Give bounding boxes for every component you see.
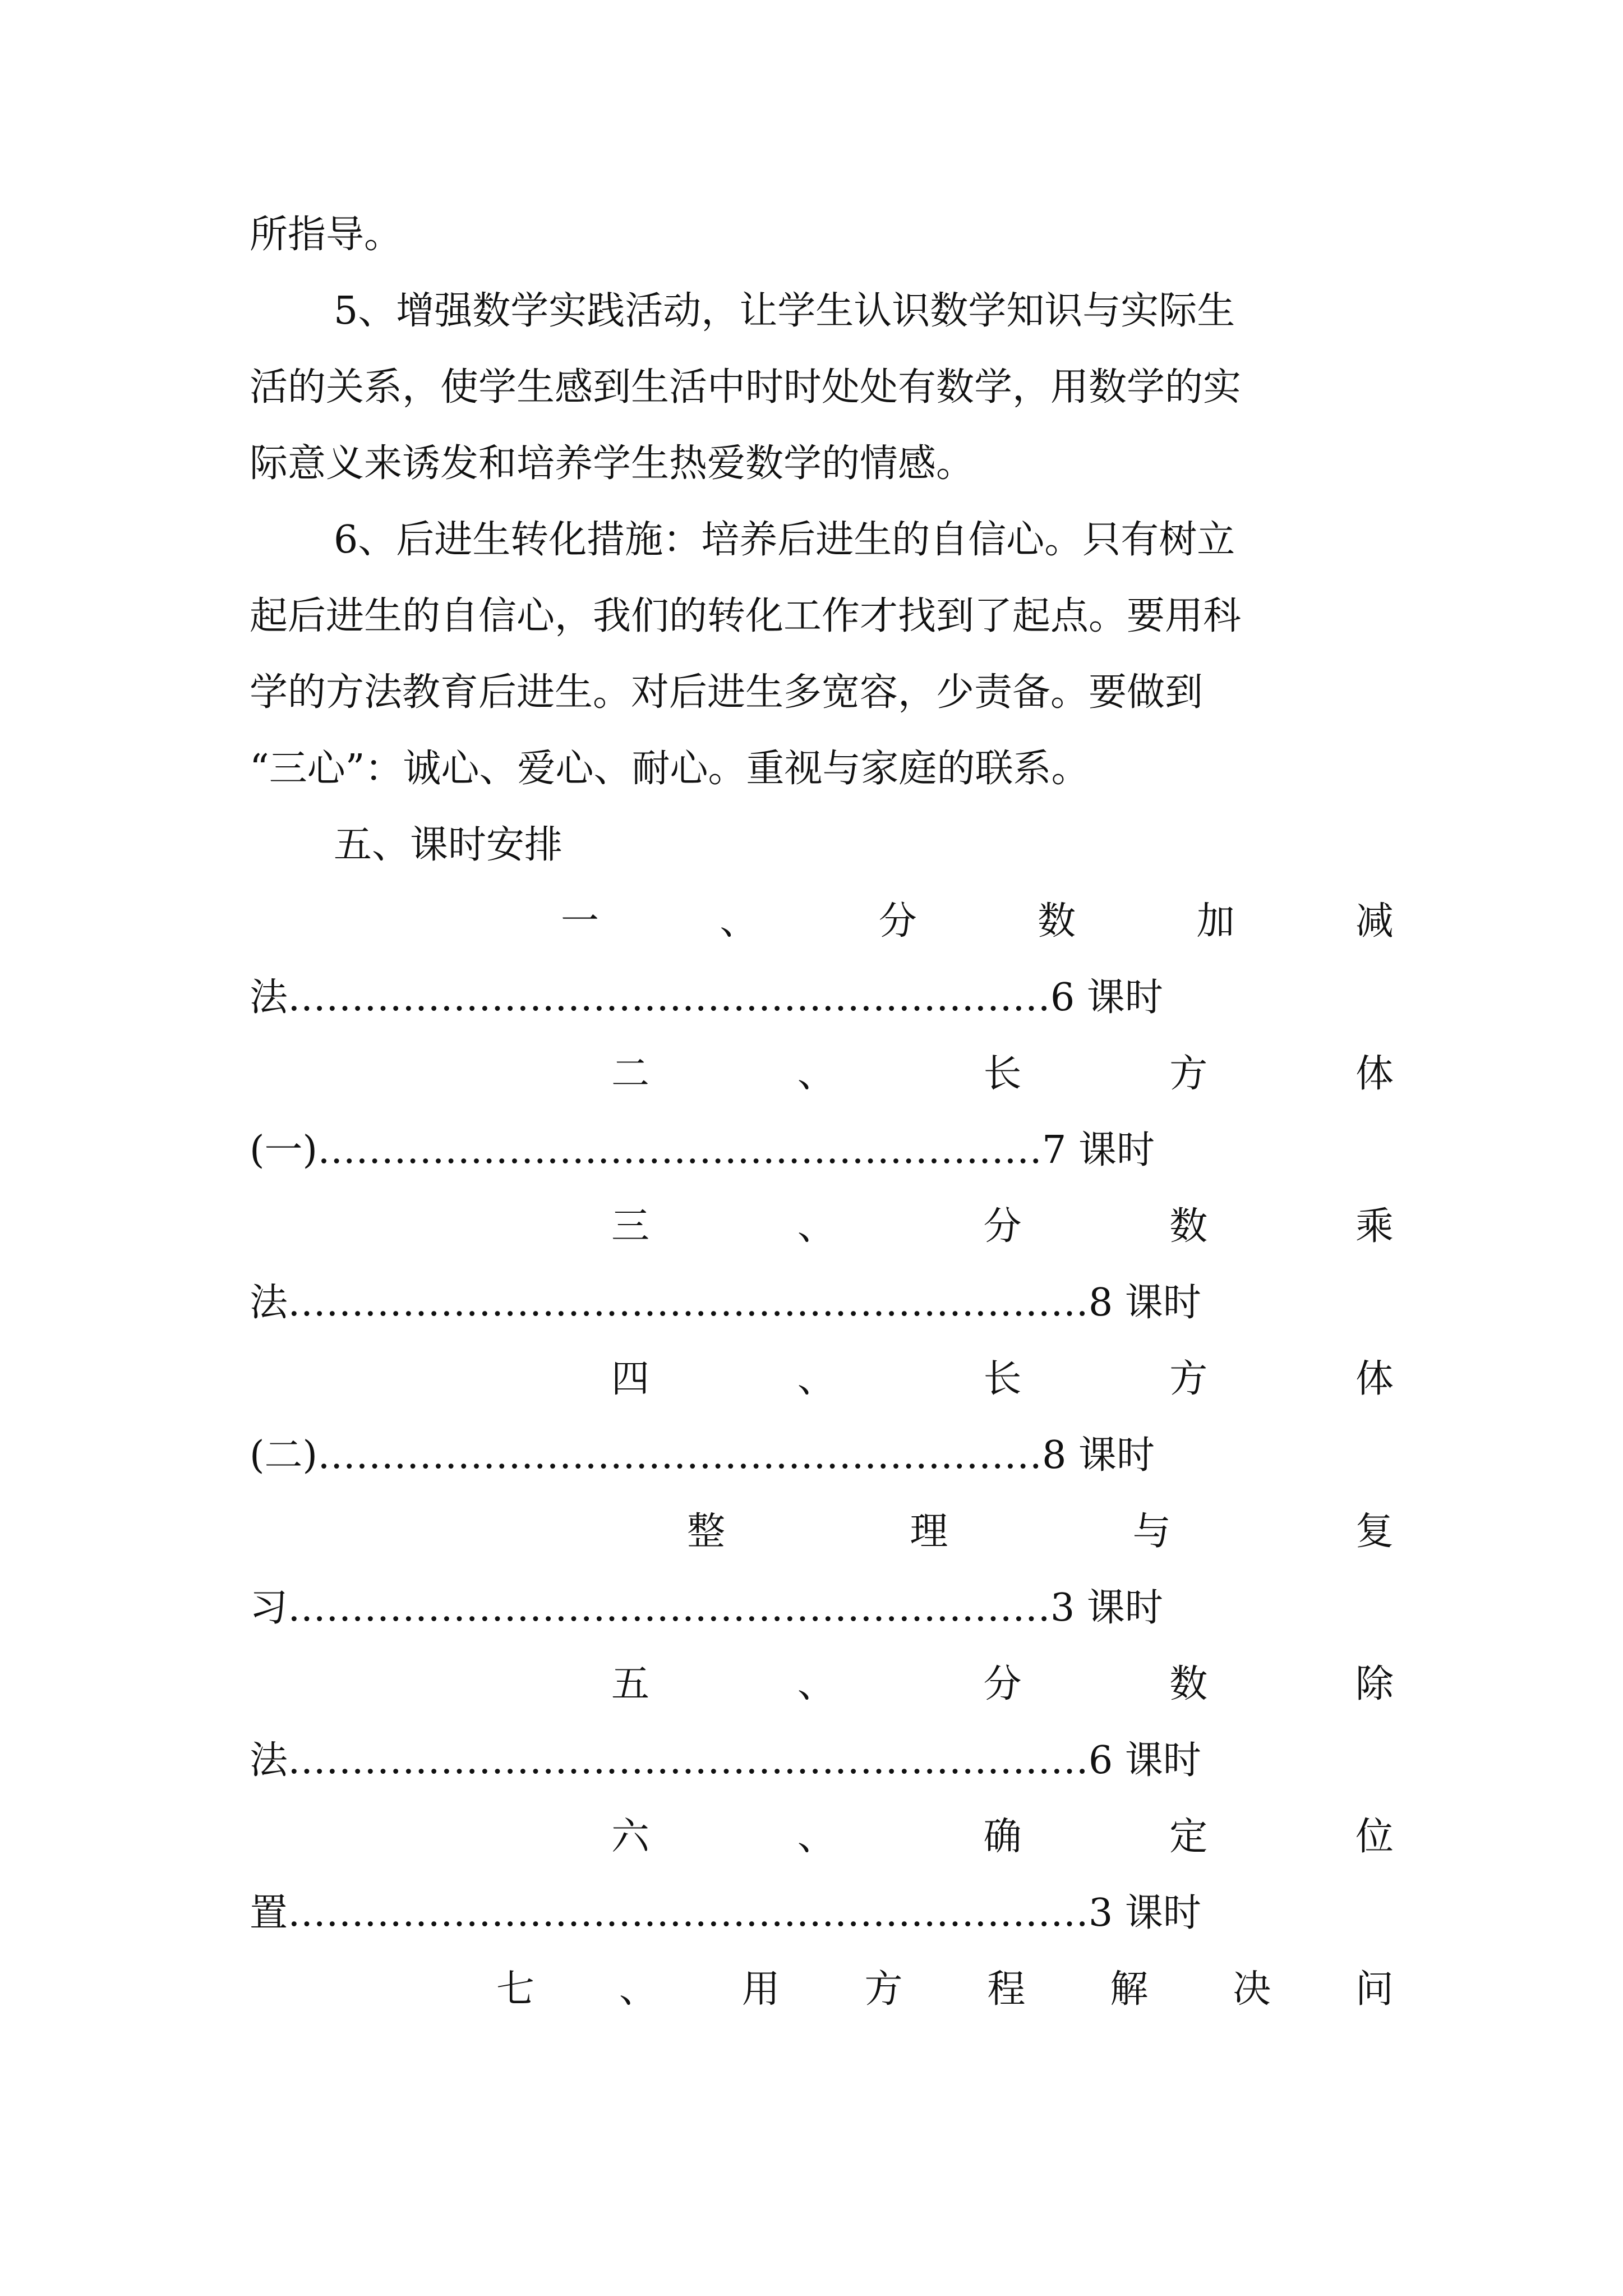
title-char: 长: [983, 1357, 1022, 1401]
dot-leader: …………………………………………………: [317, 1433, 1043, 1478]
title-char: 乘: [1355, 1204, 1394, 1249]
title-tail: 法: [250, 1281, 288, 1325]
title-char: 长: [983, 1052, 1022, 1096]
dot-leader: …………………………………………………: [317, 1128, 1043, 1172]
title-char: 减: [1355, 899, 1394, 944]
hours-label: 6 课时: [1050, 976, 1163, 1020]
title-tail: 习: [250, 1586, 288, 1630]
title-char: 整: [687, 1510, 726, 1554]
section-heading: 五、课时安排: [334, 823, 563, 867]
title-char: 七: [496, 1967, 535, 2012]
dot-leader: ……………………………………………………: [288, 1586, 1051, 1630]
title-char: 解: [1110, 1967, 1149, 2012]
schedule-leader-line: [250, 1430, 1155, 1481]
schedule-leader-line: [250, 1583, 1163, 1634]
schedule-title-line: [611, 1202, 1394, 1252]
title-char: 数: [1169, 1204, 1208, 1249]
title-char: 、: [797, 1357, 836, 1401]
title-char: 确: [983, 1815, 1022, 1859]
dot-leader: ……………………………………………………: [288, 976, 1051, 1020]
title-char: 数: [1038, 899, 1076, 944]
paragraph-line: 活的关系，使学生感到生活中时时处处有数学，用数学的实: [250, 365, 1242, 409]
schedule-title-line: [611, 1812, 1394, 1862]
title-char: 定: [1169, 1815, 1208, 1859]
schedule-title-line: [687, 1507, 1394, 1557]
title-tail: (一): [250, 1128, 318, 1172]
paragraph-line: 所指导。: [250, 213, 403, 257]
title-char: 三: [611, 1204, 650, 1249]
title-tail: (二): [250, 1433, 318, 1478]
title-char: 方: [1169, 1052, 1208, 1096]
schedule-leader-line: [250, 1736, 1201, 1786]
schedule-leader-line: [250, 1125, 1155, 1176]
title-char: 五: [611, 1662, 650, 1706]
title-char: 问: [1355, 1967, 1394, 2012]
title-char: 与: [1132, 1510, 1171, 1554]
title-char: 分: [983, 1662, 1022, 1706]
title-char: 、: [797, 1204, 836, 1249]
schedule-title-line: [496, 1964, 1394, 2015]
title-char: 、: [619, 1967, 657, 2012]
hours-label: 8 课时: [1042, 1433, 1155, 1478]
title-char: 方: [864, 1967, 903, 2012]
title-char: 方: [1169, 1357, 1208, 1401]
title-char: 体: [1355, 1357, 1394, 1401]
schedule-title-line: [611, 1354, 1394, 1405]
schedule-leader-line: [250, 973, 1163, 1023]
title-char: 体: [1355, 1052, 1394, 1096]
title-char: 复: [1355, 1510, 1394, 1554]
hours-label: 6 课时: [1089, 1738, 1201, 1783]
title-char: 一: [561, 899, 600, 944]
title-char: 位: [1355, 1815, 1394, 1859]
hours-label: 7 课时: [1042, 1128, 1155, 1172]
dot-leader: ………………………………………………………: [288, 1281, 1089, 1325]
title-char: 四: [611, 1357, 650, 1401]
paragraph-line: 起后进生的自信心，我们的转化工作才找到了起点。要用科: [250, 594, 1242, 638]
title-char: 、: [720, 899, 758, 944]
paragraph-line: 6、后进生转化措施：培养后进生的自信心。只有树立: [334, 518, 1235, 562]
schedule-title-line: [611, 1659, 1394, 1710]
title-tail: 法: [250, 976, 288, 1020]
title-char: 除: [1355, 1662, 1394, 1706]
title-char: 、: [797, 1052, 836, 1096]
hours-label: 3 课时: [1050, 1586, 1163, 1630]
schedule-leader-line: [250, 1888, 1201, 1939]
title-char: 决: [1233, 1967, 1271, 2012]
title-tail: 置: [250, 1891, 288, 1935]
paragraph-line: 学的方法教育后进生。对后进生多宽容，少责备。要做到: [250, 670, 1204, 715]
hours-label: 8 课时: [1089, 1281, 1201, 1325]
title-char: 、: [797, 1662, 836, 1706]
schedule-title-line: [561, 896, 1394, 947]
title-char: 加: [1196, 899, 1235, 944]
paragraph-line: “三心”：诚心、爱心、耐心。重视与家庭的联系。: [250, 747, 1090, 791]
title-char: 用: [741, 1967, 780, 2012]
paragraph-line: 5、增强数学实践活动，让学生认识数学知识与实际生: [334, 289, 1235, 333]
title-char: 、: [797, 1815, 836, 1859]
title-char: 理: [910, 1510, 948, 1554]
title-char: 数: [1169, 1662, 1208, 1706]
title-tail: 法: [250, 1738, 288, 1783]
schedule-leader-line: [250, 1278, 1201, 1328]
title-char: 六: [611, 1815, 650, 1859]
dot-leader: ………………………………………………………: [288, 1738, 1089, 1783]
paragraph-line: 际意义来诱发和培养学生热爱数学的情感。: [250, 441, 975, 486]
dot-leader: ………………………………………………………: [288, 1891, 1089, 1935]
title-char: 分: [983, 1204, 1022, 1249]
title-char: 程: [987, 1967, 1026, 2012]
title-char: 二: [611, 1052, 650, 1096]
title-char: 分: [878, 899, 917, 944]
schedule-title-line: [611, 1049, 1394, 1099]
hours-label: 3 课时: [1089, 1891, 1201, 1935]
